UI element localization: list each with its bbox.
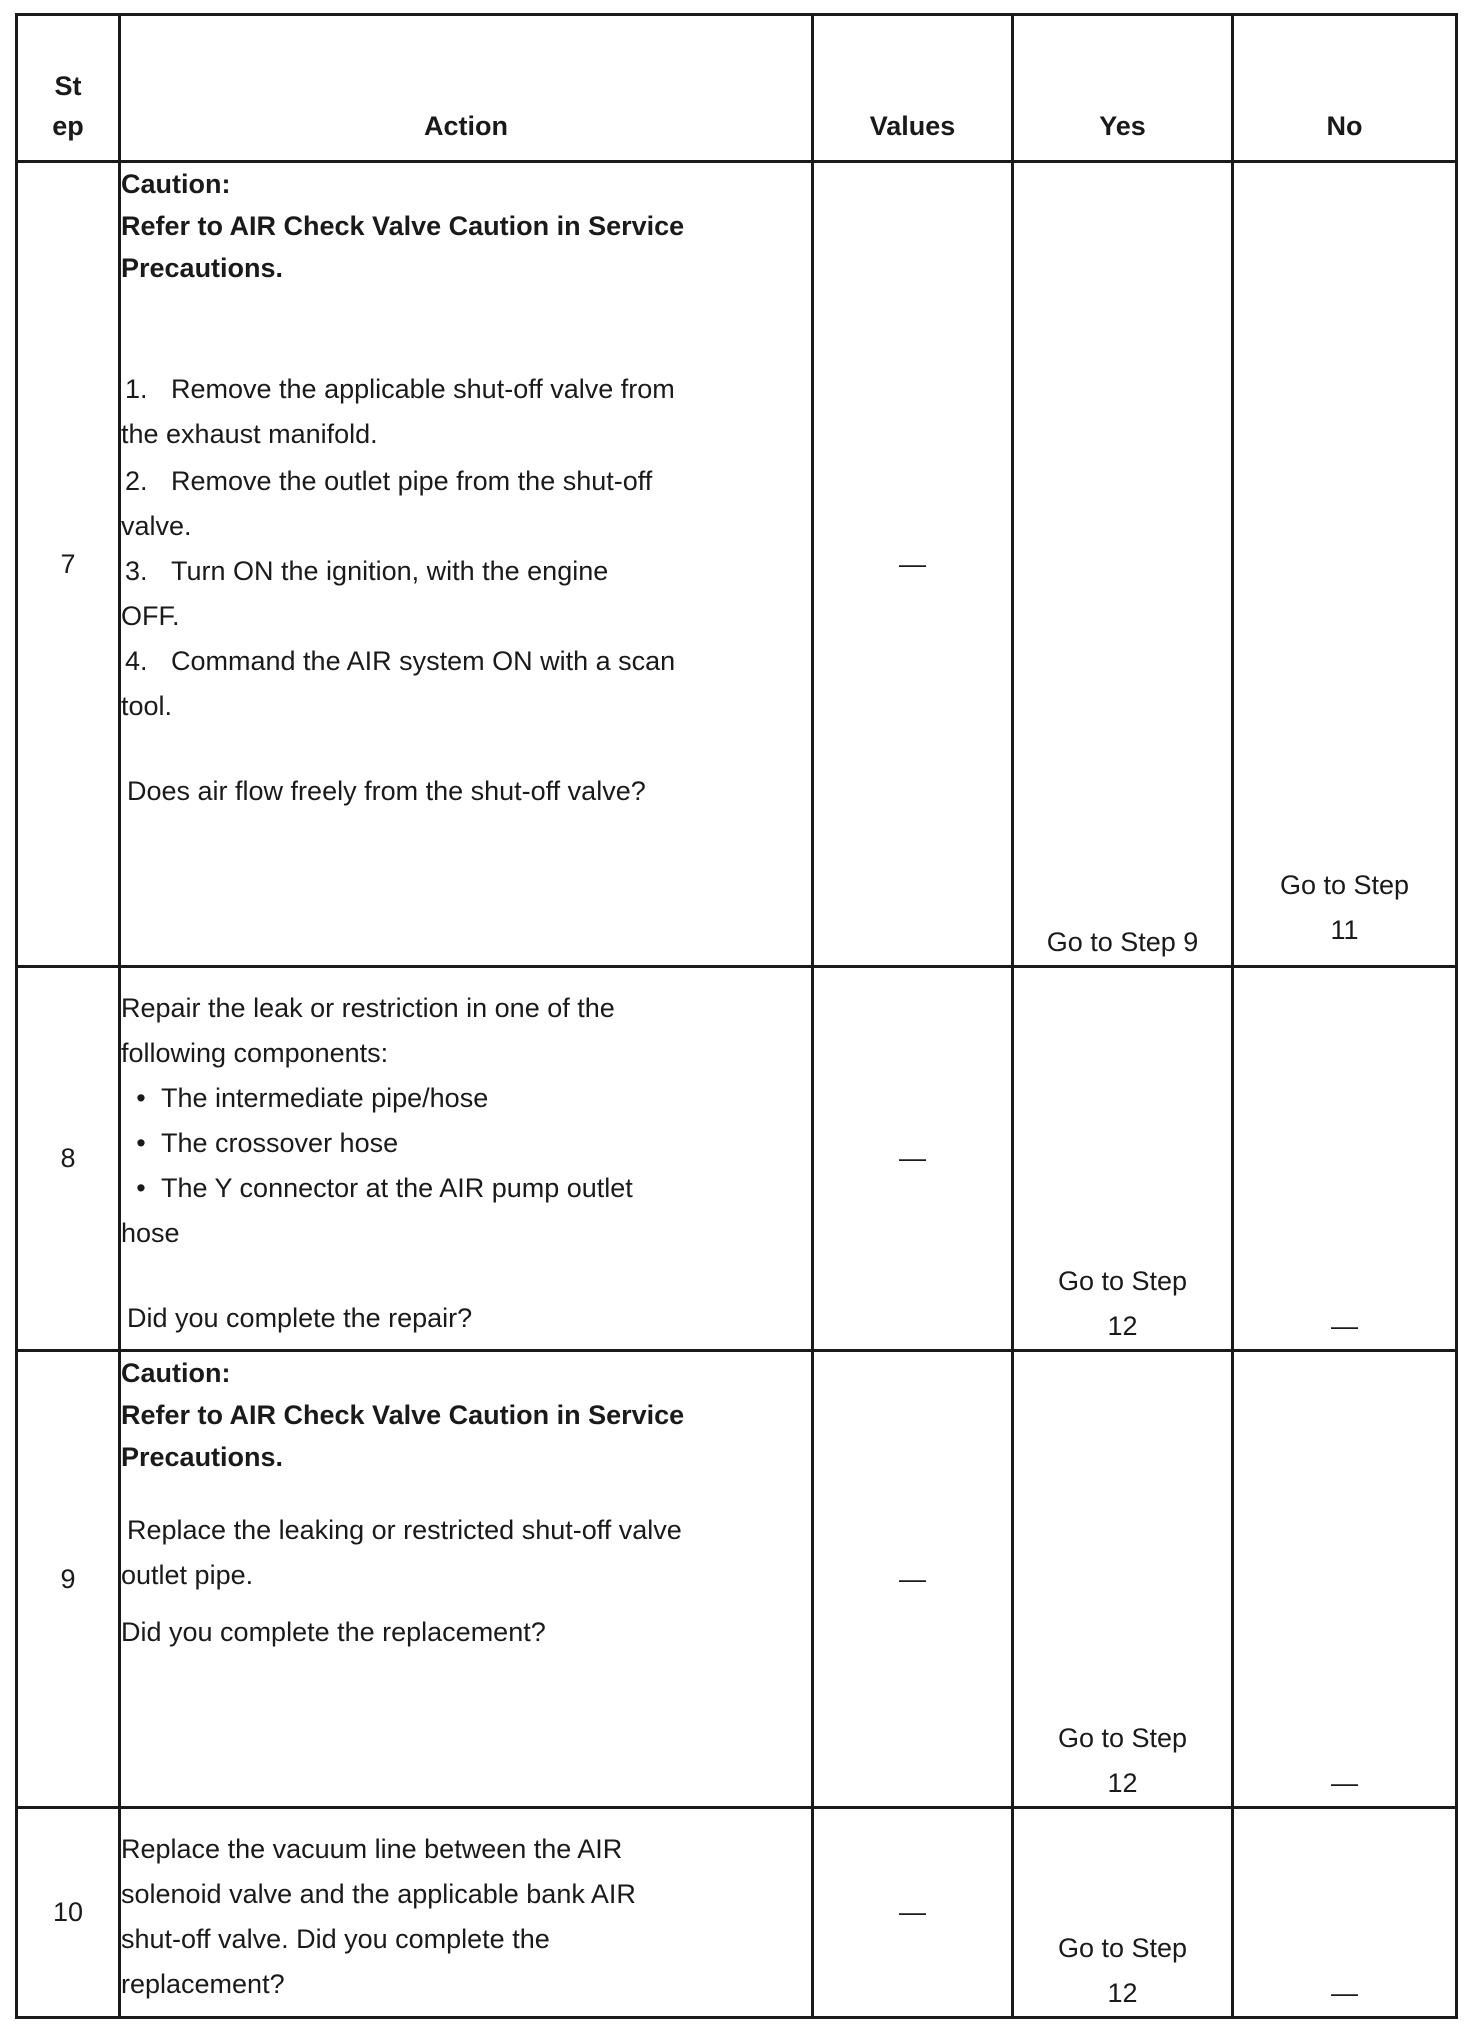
table-header-row xyxy=(17,15,1457,162)
caution-title: Caution: xyxy=(121,169,231,199)
header-step: St ep xyxy=(17,15,120,162)
yes-cell: Go to Step 12 xyxy=(1013,1351,1233,1808)
check-question: Did you complete the replacement? xyxy=(121,1617,546,1647)
values-cell: — xyxy=(813,162,1013,967)
no-cell: — xyxy=(1233,1351,1457,1808)
action-cell xyxy=(120,1808,813,2018)
no-cell: — xyxy=(1233,967,1457,1351)
caution-text: Refer to AIR Check Valve Caution in Service Precautions. xyxy=(121,1400,685,1472)
action-cell xyxy=(120,1351,813,1808)
list-item: 3. Turn ON the ignition, with the engine OFF. xyxy=(121,556,609,631)
header-yes: Yes xyxy=(1013,15,1233,162)
table-row-step-8 xyxy=(17,967,1457,1351)
step-number: 7 xyxy=(17,162,120,967)
check-question: Does air flow freely from the shut-off valve? xyxy=(127,776,646,806)
header-no: No xyxy=(1233,15,1457,162)
no-cell: — xyxy=(1233,1808,1457,2018)
step-number: 8 xyxy=(17,967,120,1351)
action-cell xyxy=(120,967,813,1351)
action-intro: Repair the leak or restriction in one of the following components: xyxy=(121,993,615,1068)
yes-cell: Go to Step 12 xyxy=(1013,967,1233,1351)
action-instruction: Replace the vacuum line between the AIR solenoid valve and the applicable bank AIR shut-off valve. Did you complete the replacement? xyxy=(121,1834,636,1999)
bullet-item: • The intermediate pipe/hose xyxy=(136,1083,489,1113)
action-cell xyxy=(120,162,813,967)
action-instruction: Replace the leaking or restricted shut-off valve outlet pipe. xyxy=(121,1515,682,1590)
list-item: 1. Remove the applicable shut-off valve from the exhaust manifold. xyxy=(121,374,675,449)
table-row-step-7 xyxy=(17,162,1457,967)
step-number: 9 xyxy=(17,1351,120,1808)
check-question: Did you complete the repair? xyxy=(127,1303,473,1333)
values-cell: — xyxy=(813,967,1013,1351)
list-item: 4. Command the AIR system ON with a scan tool. xyxy=(121,646,676,721)
yes-cell: Go to Step 9 xyxy=(1013,162,1233,967)
table-row-step-10 xyxy=(17,1808,1457,2018)
no-cell: Go to Step 11 xyxy=(1233,162,1457,967)
list-item: 2. Remove the outlet pipe from the shut-off valve. xyxy=(121,466,653,541)
values-cell: — xyxy=(813,1351,1013,1808)
yes-cell: Go to Step 12 xyxy=(1013,1808,1233,2018)
bullet-item: • The crossover hose xyxy=(136,1128,399,1158)
header-action: Action xyxy=(120,15,813,162)
step-number: 10 xyxy=(17,1808,120,2018)
table-row-step-9 xyxy=(17,1351,1457,1808)
diagnostic-procedure-table xyxy=(15,13,1458,2019)
header-values: Values xyxy=(813,15,1013,162)
caution-title: Caution: xyxy=(121,1358,231,1388)
caution-text: Refer to AIR Check Valve Caution in Service Precautions. xyxy=(121,211,685,283)
bullet-item: • The Y connector at the AIR pump outlet hose xyxy=(121,1173,633,1248)
values-cell: — xyxy=(813,1808,1013,2018)
